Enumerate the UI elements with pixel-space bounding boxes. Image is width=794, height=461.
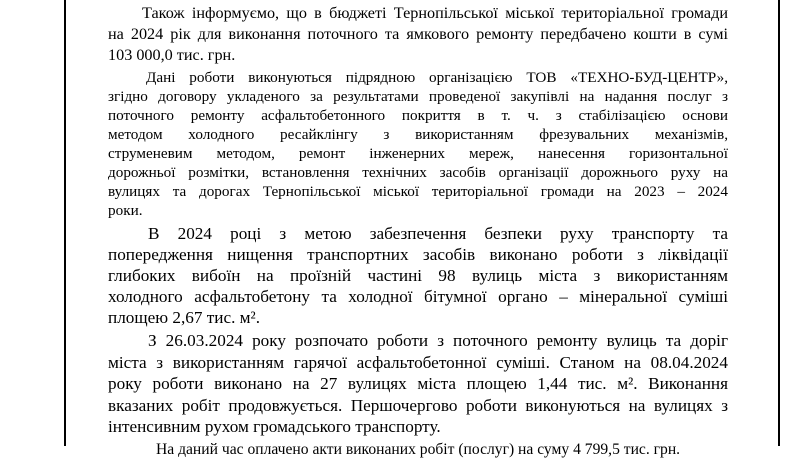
text-line: інтенсивним рухом громадського транспорту. <box>108 417 441 437</box>
text-line: згідно договору укладеного за результатами проведеної закупівлі на надання послуг з <box>108 88 728 105</box>
paragraph-budget <box>108 0 728 66</box>
text-line: міста з використанням гарячої асфальтобетонної суміші. Станом на 08.04.2024 <box>108 352 728 372</box>
text-line: Також інформуємо, що в бюджеті Тернопільської міської територіальної громади <box>142 4 728 22</box>
text-line: методом холодного ресайклінгу з використанням фрезувальних механізмів, <box>108 126 728 143</box>
text-line: роки. <box>108 202 143 219</box>
page-edge-right <box>778 0 780 446</box>
text-line: 103 000,0 тис. грн. <box>108 46 236 64</box>
text-line: струменевим методом, ремонт інженерних мереж, нанесення горизонтальної <box>108 145 728 162</box>
text-line: Дані роботи виконуються підрядною організацією ТОВ «ТЕХНО-БУД-ЦЕНТР», <box>146 69 728 86</box>
text-line: вказаних робіт продовжується. Першочергово роботи виконуються на вулицях з <box>108 395 728 415</box>
text-line: року роботи виконано на 27 вулицях міста площею 1,44 тис. м². Виконання <box>108 374 728 394</box>
paragraph-hot-asphalt <box>108 328 728 438</box>
text-line: З 26.03.2024 року розпочато роботи з поточного ремонту вулиць та доріг <box>148 331 728 350</box>
document-body <box>108 0 728 461</box>
text-line: глибоких вибоїн на проїзній частині 98 вулиць міста з використанням <box>108 266 728 285</box>
text-line: площею 2,67 тис. м². <box>108 308 261 327</box>
paragraph-contractor <box>108 66 728 220</box>
text-line: попередження нищення транспортних засобів виконано роботи з ліквідації <box>108 245 728 264</box>
page-edge-left <box>64 0 66 446</box>
text-line: вулицях та дорогах Тернопільської міської територіальної громади на 2023 – 2024 <box>108 183 728 200</box>
text-line: В 2024 році з метою забезпечення безпеки руху транспорту та <box>148 224 728 243</box>
paragraph-pothole-repair <box>108 220 728 328</box>
text-line: холодного асфальтобетону та холодної бітумної органо – мінеральної суміші <box>108 287 728 306</box>
text-line: на 2024 рік для виконання поточного та ямкового ремонту передбачено кошти в сумі <box>108 25 728 43</box>
text-line: дорожньої розмітки, встановлення технічних засобів організації дорожнього руху на <box>108 164 728 181</box>
text-line: поточного ремонту асфальтобетонного покриття в т. ч. з стабілізацією основи <box>108 107 728 124</box>
text-line: На даний час оплачено акти виконаних робіт (послуг) на суму 4 799,5 тис. грн. <box>156 440 681 458</box>
paragraph-payment <box>108 438 728 461</box>
